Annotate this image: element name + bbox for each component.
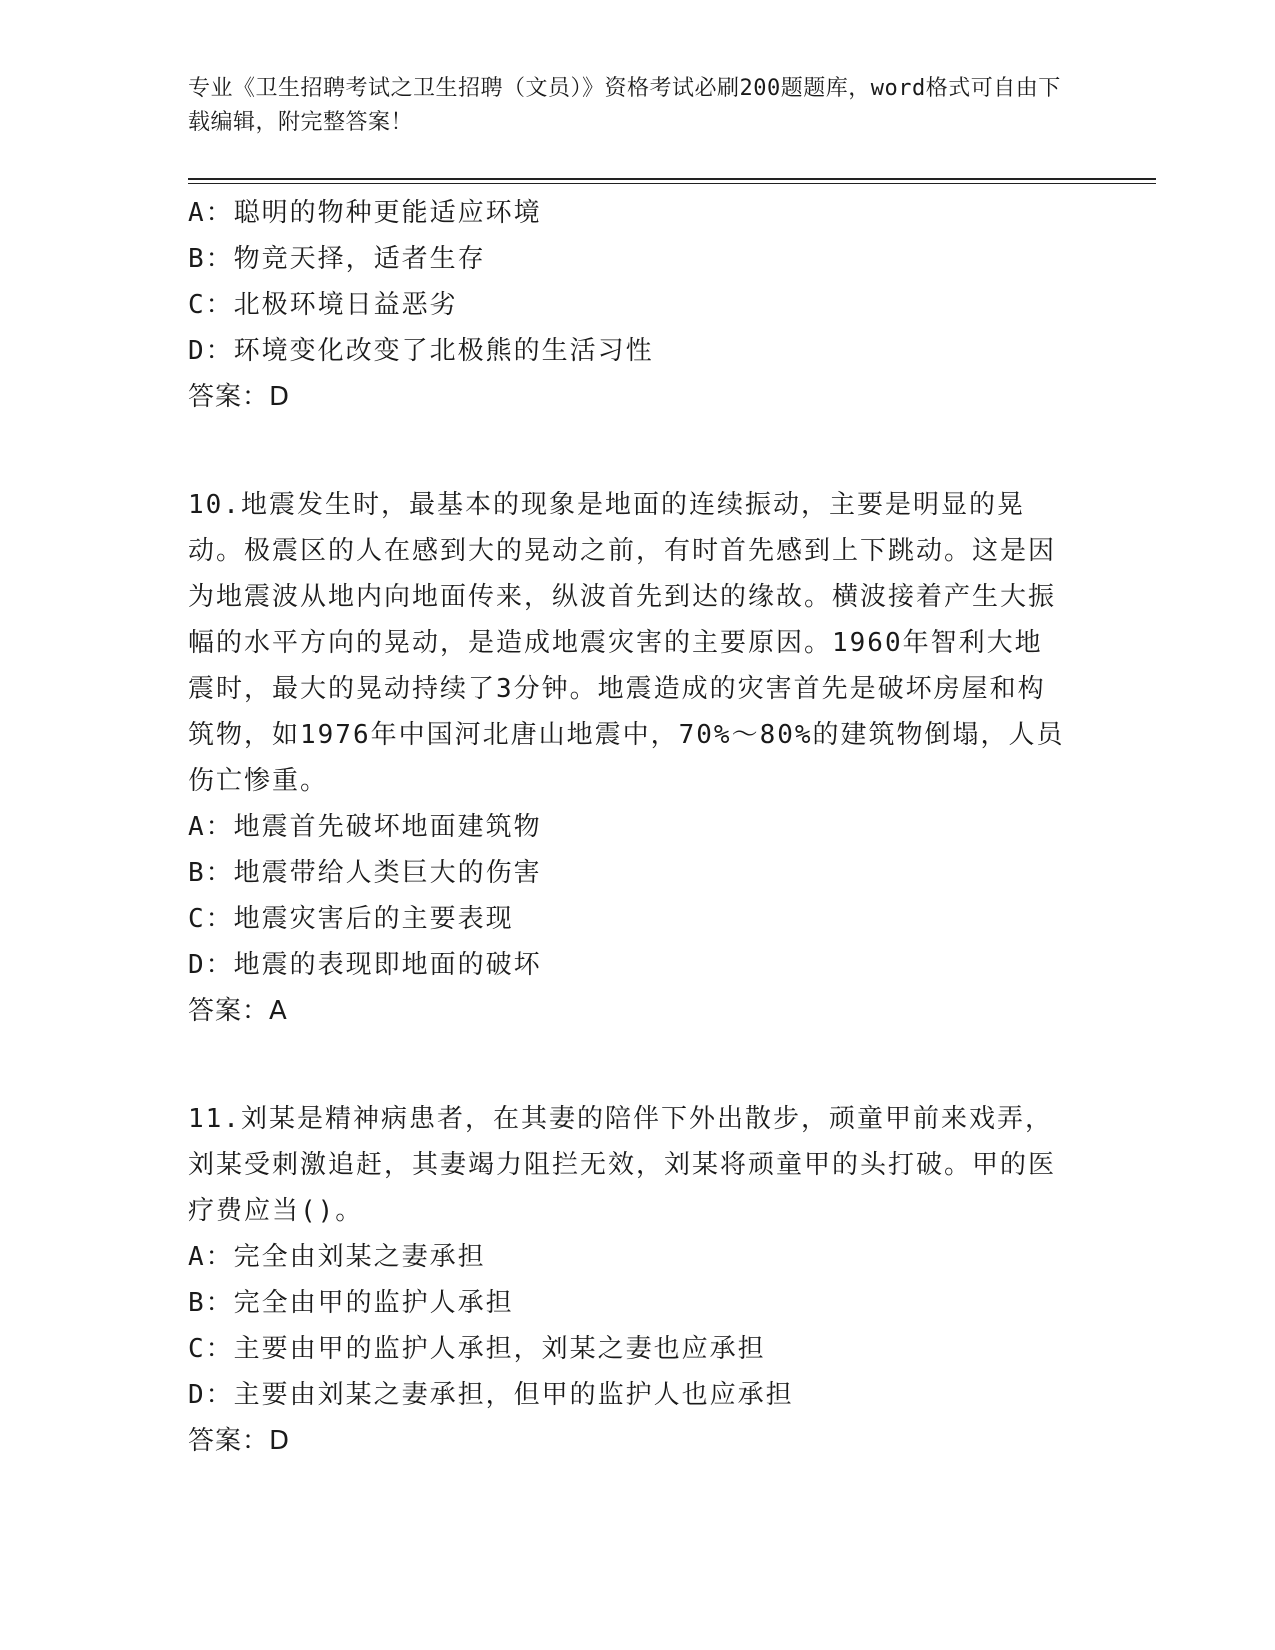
option-d: D：主要由刘某之妻承担，但甲的监护人也应承担 — [188, 1380, 794, 1410]
option-d: D：地震的表现即地面的破坏 — [188, 950, 542, 980]
question-10 — [188, 482, 1088, 1034]
document-header: 专业《卫生招聘考试之卫生招聘（文员）》资格考试必刷200题题库，word格式可自由下载编辑，附完整答案！ — [188, 76, 1061, 135]
header-rule-thick — [188, 178, 1156, 180]
option-b: B：完全由甲的监护人承担 — [188, 1288, 514, 1318]
answer-line: 答案：D — [188, 382, 291, 412]
option-a: A：聪明的物种更能适应环境 — [188, 198, 542, 228]
option-c: C：地震灾害后的主要表现 — [188, 904, 514, 934]
option-c: C：北极环境日益恶劣 — [188, 290, 458, 320]
option-b: B：物竞天择，适者生存 — [188, 244, 486, 274]
question-stem: 10.地震发生时，最基本的现象是地面的连续振动，主要是明显的晃动。极震区的人在感到大的晃动之前，有时首先感到上下跳动。这是因为地震波从地内向地面传来，纵波首先到达的缘故。横波接着产生大振幅的水平方向的晃动，是造成地震灾害的主要原因。1960年智利大地震时，最大的晃动持续了3分钟。地震造成的灾害首先是破坏房屋和构筑物，如1976年中国河北唐山地震中，70%～80%的建筑物倒塌，人员伤亡惨重。 — [188, 490, 1065, 796]
option-c: C：主要由甲的监护人承担，刘某之妻也应承担 — [188, 1334, 766, 1364]
question-9 — [188, 190, 1088, 420]
question-stem: 11.刘某是精神病患者，在其妻的陪伴下外出散步，顽童甲前来戏弄，刘某受刺激追赶，其妻竭力阻拦无效，刘某将顽童甲的头打破。甲的医疗费应当()。 — [188, 1104, 1057, 1226]
header-rule-thin — [188, 183, 1156, 184]
option-d: D：环境变化改变了北极熊的生活习性 — [188, 336, 654, 366]
question-content — [188, 190, 1088, 1464]
option-a: A：完全由刘某之妻承担 — [188, 1242, 486, 1272]
question-11 — [188, 1096, 1088, 1464]
answer-line: 答案：D — [188, 1426, 291, 1456]
option-b: B：地震带给人类巨大的伤害 — [188, 858, 542, 888]
answer-line: 答案：A — [188, 996, 288, 1026]
option-a: A：地震首先破坏地面建筑物 — [188, 812, 542, 842]
